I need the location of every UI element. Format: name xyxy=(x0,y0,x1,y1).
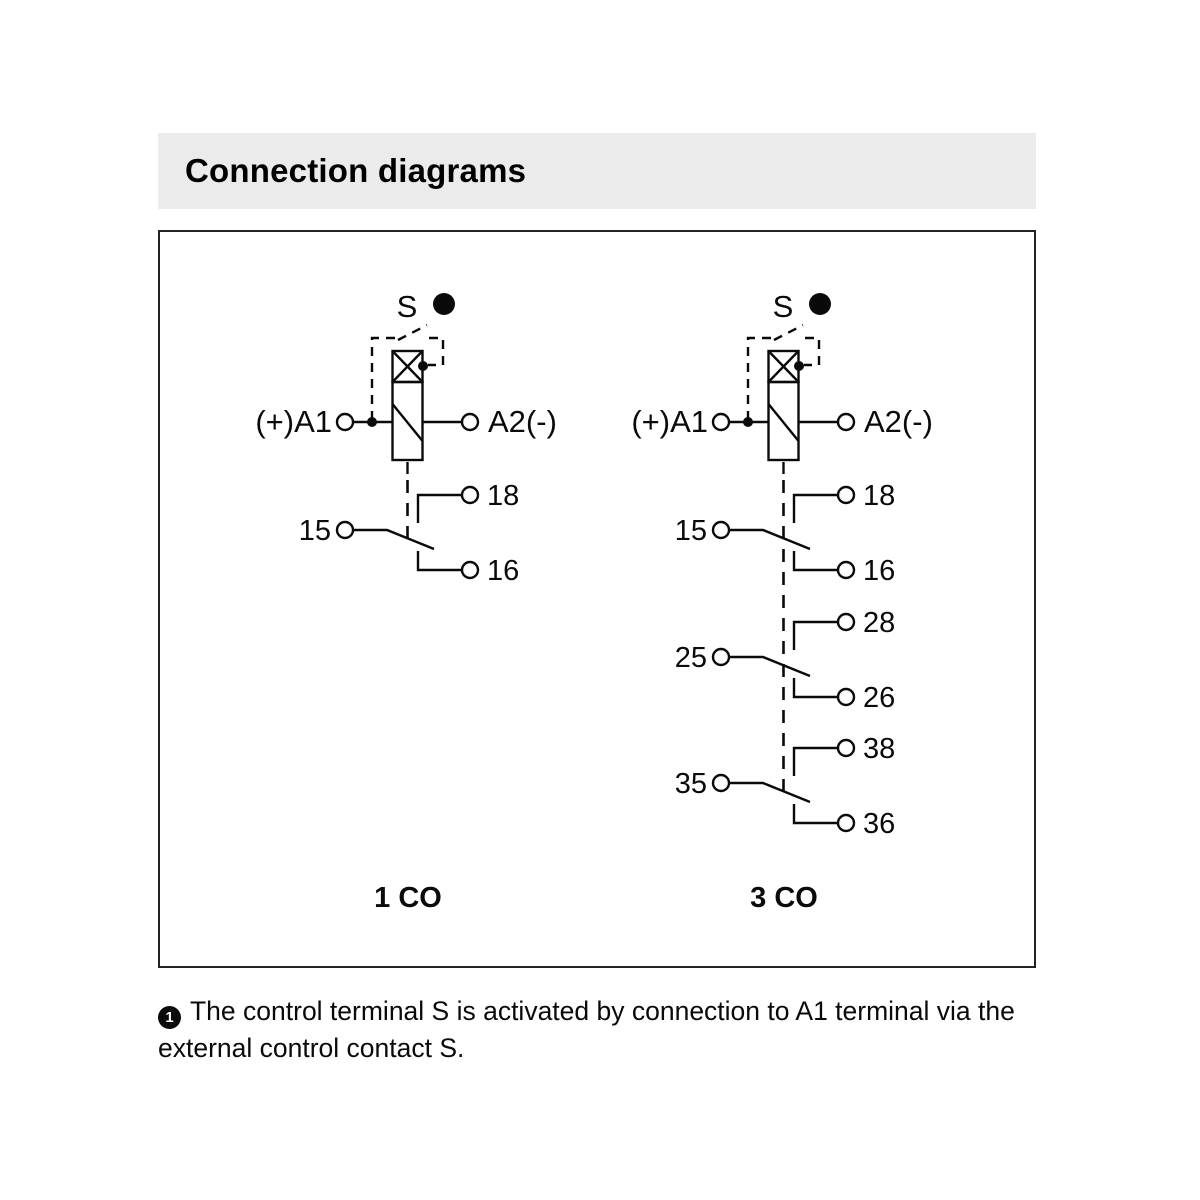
terminal-a2-label: A2(-) xyxy=(488,404,557,439)
control-terminal-label: S xyxy=(772,289,794,324)
terminal-a2-circle xyxy=(462,414,478,430)
relay-symbol xyxy=(631,351,933,474)
coil-diagonal xyxy=(769,404,799,441)
control-switch-blade xyxy=(774,325,803,340)
nc-contact-wire xyxy=(794,551,837,570)
control-dashed-path-right xyxy=(804,338,819,365)
com-contact-blade xyxy=(729,530,810,549)
diagram-caption-3co: 3 CO xyxy=(750,882,818,914)
terminal-18-circle xyxy=(462,487,478,503)
no-contact-wire xyxy=(794,622,837,650)
footnote-1-icon xyxy=(158,1006,181,1029)
terminal-15-circle xyxy=(713,522,729,538)
control-switch-blade xyxy=(398,325,427,340)
footnote-line2: external control contact S. xyxy=(158,1033,465,1063)
terminal-a1-circle xyxy=(713,414,729,430)
terminal-38-label: 38 xyxy=(863,733,896,765)
control-dashed-path-right xyxy=(428,338,443,365)
no-contact-wire xyxy=(794,748,837,776)
section-header xyxy=(158,133,1036,209)
footnote xyxy=(158,993,1044,1067)
com-contact-blade xyxy=(353,530,434,549)
diagram-caption-1co: 1 CO xyxy=(374,882,442,914)
a1-junction-dot xyxy=(743,417,753,427)
diagram-1co xyxy=(255,289,557,914)
com-contact-blade xyxy=(729,783,810,802)
terminal-a1-label: (+)A1 xyxy=(631,404,708,439)
footnote-marker-number: 1 xyxy=(165,1009,174,1026)
terminal-18-label: 18 xyxy=(863,480,896,512)
control-circuit-s xyxy=(748,289,831,420)
terminal-35-circle xyxy=(713,775,729,791)
connection-diagrams-canvas xyxy=(158,230,1036,968)
no-contact-wire xyxy=(418,495,461,523)
callout-1-number: 1 xyxy=(815,297,825,314)
nc-contact-wire xyxy=(418,551,461,570)
terminal-15-circle xyxy=(337,522,353,538)
com-contact-blade xyxy=(729,657,810,676)
control-input-x xyxy=(393,351,423,382)
no-contact-wire xyxy=(794,495,837,523)
terminal-25-label: 25 xyxy=(674,642,707,674)
control-terminal-label: S xyxy=(396,289,418,324)
contact-set-25 xyxy=(675,607,896,714)
relay-symbol xyxy=(255,351,557,474)
nc-contact-wire xyxy=(794,678,837,697)
terminal-18-circle xyxy=(838,487,854,503)
coil-diagonal xyxy=(393,404,423,441)
terminal-15-label: 15 xyxy=(674,515,707,547)
contact-set-15 xyxy=(675,480,896,587)
terminal-16-label: 16 xyxy=(863,555,896,587)
terminal-36-circle xyxy=(838,815,854,831)
callout-1-number: 1 xyxy=(439,297,449,314)
terminal-28-circle xyxy=(838,614,854,630)
footnote-line1: The control terminal S is activated by connection to A1 terminal via the xyxy=(190,996,1015,1026)
terminal-36-label: 36 xyxy=(863,808,896,840)
terminal-15-label: 15 xyxy=(298,515,331,547)
terminal-18-label: 18 xyxy=(487,480,520,512)
terminal-26-label: 26 xyxy=(863,682,896,714)
terminal-25-circle xyxy=(713,649,729,665)
terminal-28-label: 28 xyxy=(863,607,896,639)
control-circuit-s xyxy=(372,289,455,420)
terminal-16-label: 16 xyxy=(487,555,520,587)
terminal-a2-circle xyxy=(838,414,854,430)
terminal-a1-label: (+)A1 xyxy=(255,404,332,439)
terminal-a2-label: A2(-) xyxy=(864,404,933,439)
terminal-16-circle xyxy=(838,562,854,578)
control-input-x xyxy=(769,351,799,382)
terminal-38-circle xyxy=(838,740,854,756)
terminal-26-circle xyxy=(838,689,854,705)
a1-junction-dot xyxy=(367,417,377,427)
page-title: Connection diagrams xyxy=(185,152,527,189)
terminal-a1-circle xyxy=(337,414,353,430)
terminal-35-label: 35 xyxy=(674,768,707,800)
diagram-3co xyxy=(631,289,933,914)
nc-contact-wire xyxy=(794,804,837,823)
contact-set-35 xyxy=(675,733,896,840)
terminal-16-circle xyxy=(462,562,478,578)
contact-set-15 xyxy=(299,480,520,587)
